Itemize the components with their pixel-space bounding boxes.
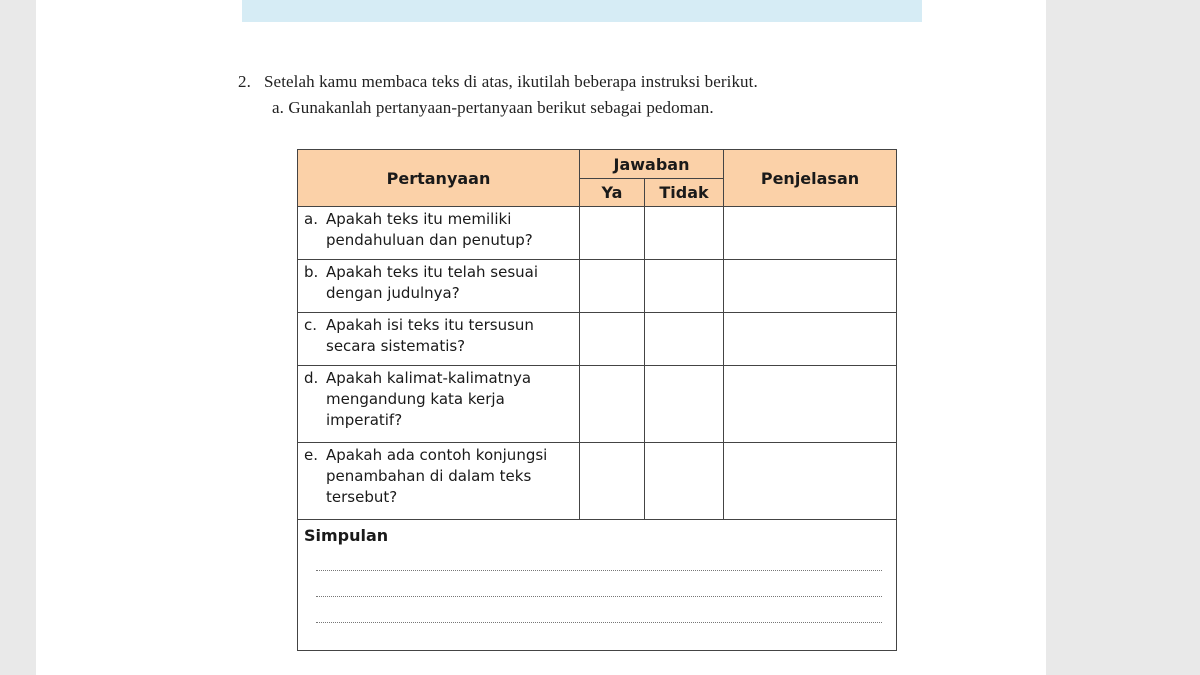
previous-text-box	[242, 0, 922, 22]
explanation-cell[interactable]	[724, 443, 897, 520]
answer-yes-cell[interactable]	[580, 366, 645, 443]
question-label: b.	[304, 263, 319, 281]
conclusion-line[interactable]	[316, 579, 882, 597]
table-header-row	[298, 150, 897, 179]
answer-no-cell[interactable]	[645, 366, 724, 443]
question-label: c.	[304, 316, 318, 334]
answer-yes-cell[interactable]	[580, 313, 645, 366]
conclusion-title: Simpulan	[304, 526, 389, 545]
answer-yes-cell[interactable]	[580, 443, 645, 520]
explanation-cell[interactable]	[724, 260, 897, 313]
answer-no-cell[interactable]	[645, 443, 724, 520]
question-text: Apakah isi teks itu tersusun secara sistematis?	[326, 316, 534, 355]
question-text: Apakah teks itu telah sesuai dengan judulnya?	[326, 263, 539, 302]
answer-no-cell[interactable]	[645, 207, 724, 260]
question-label: e.	[304, 446, 318, 464]
question-cell	[298, 313, 580, 366]
answer-no-cell[interactable]	[645, 260, 724, 313]
question-text: Apakah kalimat-kalimatnya mengandung kata kerja imperatif?	[326, 369, 532, 429]
question-label: a.	[304, 210, 318, 228]
question-cell	[298, 260, 580, 313]
answer-yes-cell[interactable]	[580, 207, 645, 260]
explanation-cell[interactable]	[724, 207, 897, 260]
header-yes: Ya	[580, 179, 645, 207]
instruction-2-number: 2.	[238, 72, 251, 91]
question-label: d.	[304, 369, 319, 387]
question-table	[297, 149, 897, 651]
answer-yes-cell[interactable]	[580, 260, 645, 313]
table-row	[298, 260, 897, 313]
table-row	[298, 366, 897, 443]
instruction-2-text: Setelah kamu membaca teks di atas, ikutilah beberapa instruksi berikut.	[264, 72, 758, 91]
question-text: Apakah teks itu memiliki pendahuluan dan penutup?	[326, 210, 533, 249]
answer-no-cell[interactable]	[645, 313, 724, 366]
table-row	[298, 207, 897, 260]
header-question: Pertanyaan	[298, 150, 580, 207]
conclusion-line[interactable]	[316, 605, 882, 623]
table-row	[298, 313, 897, 366]
header-answer: Jawaban	[580, 150, 724, 179]
instruction-2a-label: a.	[272, 98, 284, 117]
explanation-cell[interactable]	[724, 366, 897, 443]
header-explanation: Penjelasan	[724, 150, 897, 207]
conclusion-row	[298, 520, 897, 651]
instruction-2a-text: Gunakanlah pertanyaan-pertanyaan berikut sebagai pedoman.	[288, 98, 714, 117]
conclusion-cell[interactable]	[298, 520, 897, 651]
instruction-2a	[272, 98, 714, 118]
question-cell	[298, 207, 580, 260]
question-cell	[298, 366, 580, 443]
document-page	[36, 0, 1046, 675]
instruction-2	[238, 72, 758, 92]
question-text: Apakah ada contoh konjungsi penambahan di dalam teks tersebut?	[326, 446, 548, 506]
explanation-cell[interactable]	[724, 313, 897, 366]
header-no: Tidak	[645, 179, 724, 207]
table-row	[298, 443, 897, 520]
question-cell	[298, 443, 580, 520]
conclusion-line[interactable]	[316, 553, 882, 571]
